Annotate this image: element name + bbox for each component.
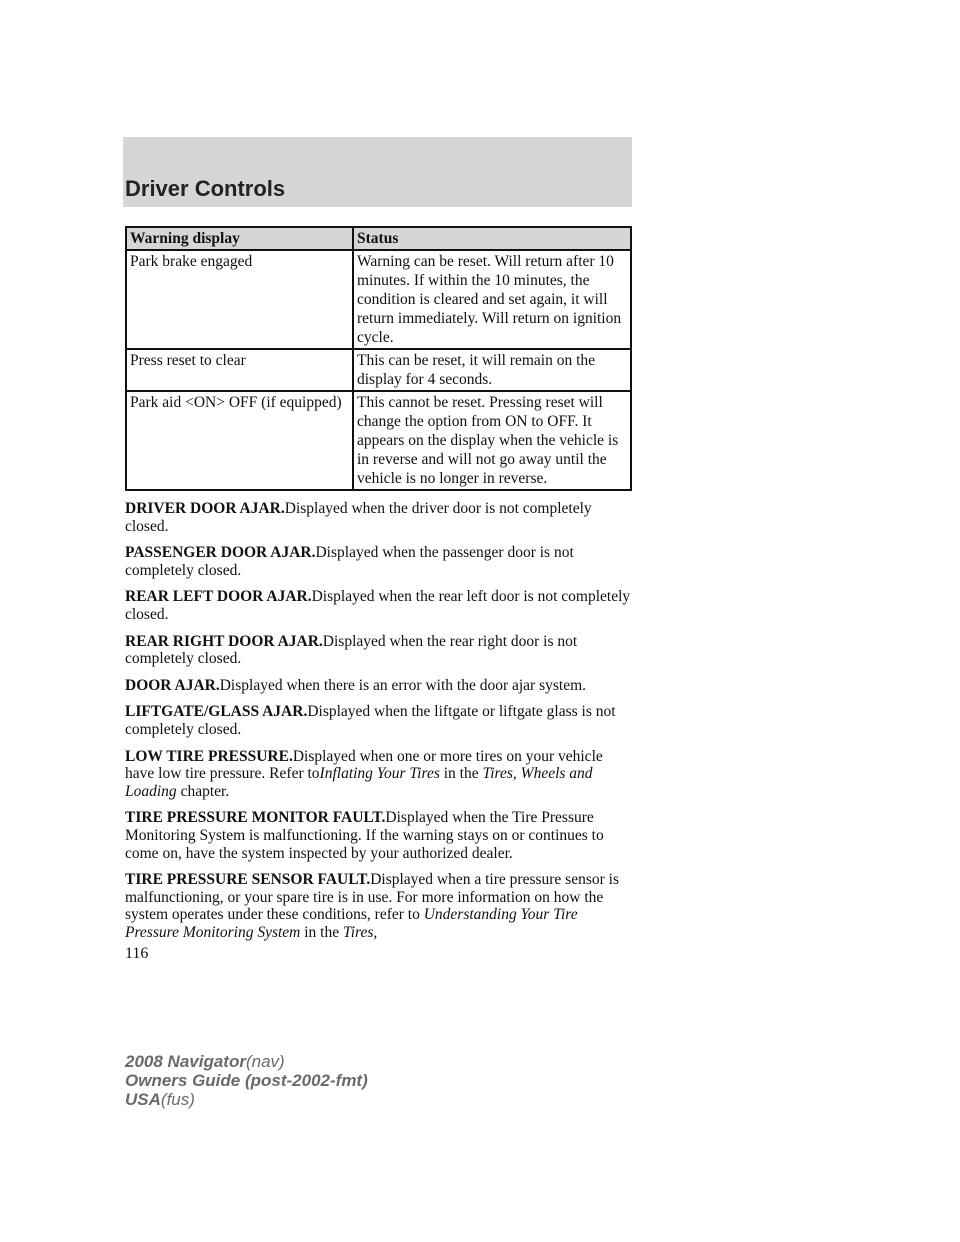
term: TIRE PRESSURE MONITOR FAULT.: [125, 809, 386, 827]
column-header-warning-display: Warning display: [126, 227, 353, 250]
term: REAR RIGHT DOOR AJAR.: [125, 632, 323, 650]
column-header-status: Status: [353, 227, 631, 250]
chapter-reference: Tires, Wheels and Loading: [125, 765, 593, 800]
description: Displayed when a tire pressure sensor is malfunctioning, or your spare tire is in use. For more information on how the system operates under these conditions, refer to: [125, 871, 619, 924]
warning-display-cell: Park brake engaged: [126, 250, 353, 349]
status-cell: This cannot be reset. Pressing reset will change the option from ON to OFF. It appears on the display when the vehicle is in reverse and will not go away until the vehicle is no longer in reverse.: [353, 391, 631, 490]
paragraph-driver-door-ajar: [125, 500, 635, 535]
table-row: [126, 250, 631, 349]
description: Displayed when one or more tires on your vehicle have low tire pressure. Refer to: [125, 747, 603, 783]
chapter-reference: Tires,: [342, 923, 378, 941]
paragraph-rear-left-door-ajar: [125, 588, 635, 623]
term: LIFTGATE/GLASS AJAR.: [125, 703, 308, 721]
description: Displayed when the Tire Pressure Monitoring System is malfunctioning. If the warning stays on or continues to come on, have the system inspected by your authorized dealer.: [125, 809, 604, 862]
footer-line-model: [125, 1052, 368, 1071]
footer-line-region: [125, 1090, 368, 1109]
footer-model: 2008 Navigator: [125, 1052, 246, 1071]
term: LOW TIRE PRESSURE.: [125, 747, 293, 765]
paragraph-tire-pressure-sensor-fault: [125, 871, 635, 941]
footer-model-code: (nav): [245, 1052, 285, 1071]
description: Displayed when the driver door is not completely closed.: [125, 500, 592, 535]
description: Displayed when the passenger door is not completely closed.: [125, 544, 574, 579]
term: REAR LEFT DOOR AJAR.: [125, 588, 312, 606]
term: PASSENGER DOOR AJAR.: [125, 544, 316, 562]
page-number: 116: [125, 945, 149, 962]
term: TIRE PRESSURE SENSOR FAULT.: [125, 871, 371, 889]
status-cell: Warning can be reset. Will return after 10 minutes. If within the 10 minutes, the condition is cleared and set again, it will return immediately. Will return on ignition cycle.: [353, 250, 631, 349]
term: DOOR AJAR.: [125, 676, 220, 694]
paragraph-liftgate-glass-ajar: [125, 703, 635, 738]
description: chapter.: [180, 782, 230, 800]
footer: [125, 1052, 368, 1109]
warning-display-cell: Press reset to clear: [126, 349, 353, 391]
description: Displayed when the liftgate or liftgate glass is not completely closed.: [125, 703, 616, 738]
paragraph-rear-right-door-ajar: [125, 633, 635, 668]
paragraph-tire-pressure-monitor-fault: [125, 809, 635, 862]
description: Displayed when the rear left door is not completely closed.: [125, 588, 631, 623]
warning-display-cell: Park aid <ON> OFF (if equipped): [126, 391, 353, 490]
description: in the: [304, 923, 340, 941]
description: Displayed when the rear right door is not completely closed.: [125, 632, 578, 668]
section-reference: Understanding Your Tire Pressure Monitoring System: [125, 906, 578, 941]
table-row: [126, 391, 631, 490]
paragraph-door-ajar: [125, 677, 635, 695]
footer-region: USA: [125, 1090, 161, 1109]
chapter-reference: Inflating Your Tires: [319, 765, 440, 783]
description: in the: [443, 765, 479, 783]
footer-region-code: (fus): [160, 1090, 195, 1109]
warning-display-table: [125, 226, 632, 491]
page-title: Driver Controls: [125, 176, 286, 201]
term: DRIVER DOOR AJAR.: [125, 500, 285, 517]
status-cell: This can be reset, it will remain on the display for 4 seconds.: [353, 349, 631, 391]
description: Displayed when there is an error with the door ajar system.: [219, 676, 587, 694]
table-header-row: [126, 227, 631, 250]
body-text: [125, 500, 635, 950]
table-row: [126, 349, 631, 391]
paragraph-low-tire-pressure: [125, 748, 635, 801]
paragraph-passenger-door-ajar: [125, 544, 635, 579]
footer-guide: Owners Guide (post-2002-fmt): [125, 1071, 368, 1090]
